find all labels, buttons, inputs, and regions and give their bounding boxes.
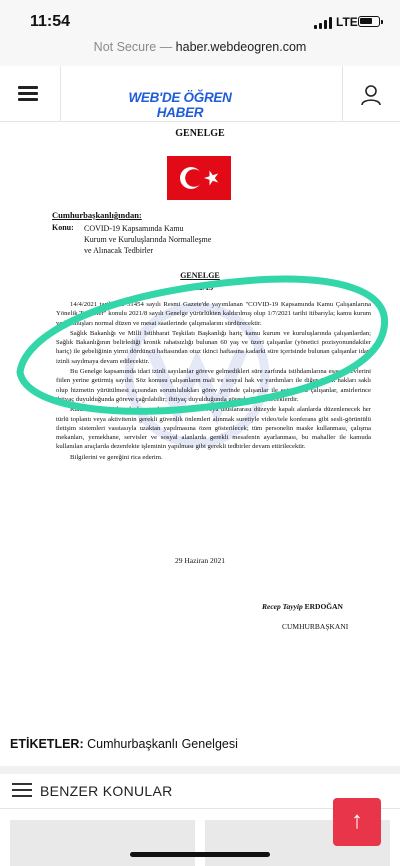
arrow-up-icon: ↑ — [351, 807, 363, 834]
document-body — [56, 300, 371, 463]
body-paragraph: Bilgilerini ve gereğini rica ederim. — [70, 453, 163, 461]
signatory-name — [262, 602, 343, 611]
subject-label: Konu: — [52, 223, 74, 232]
url-separator: — — [159, 40, 173, 54]
subtitle-text: GENELGE — [180, 271, 220, 280]
battery-icon — [358, 16, 380, 27]
related-title: BENZER KONULAR — [40, 783, 173, 799]
issuer-line: Cumhurbaşkanlığından: — [52, 210, 142, 220]
url-text: haber.webdeogren.com — [175, 40, 307, 54]
turkish-flag-icon — [167, 156, 231, 200]
subject-text — [84, 223, 264, 256]
body-paragraph: Sağlık Bakanlığı ve Milli İstihbarat Teşkilatı Başkanlığı hariç kamu kurum ve kuruluşlarında çalışanlardan; Sağlık Bakanlığının belirlediği kronik rahatsızlığı bulunan 60 yaş ve üzeri çalışanlar (yönetici pozisyonundakiler hariç) ile gebeliğinin yirmi dördüncü haftasından otuz ikinci haftasına kadarki süre içerisinde bulunan çalışanlar idari izinli sayılmaya devam edilecektir. — [56, 329, 371, 365]
subject-line: ve Alınacak Tedbirler — [84, 246, 154, 255]
subject-line: COVID-19 Kapsamında Kamu — [84, 224, 184, 233]
document-subtitle — [12, 270, 388, 294]
security-label: Not Secure — [93, 40, 157, 54]
tag-link[interactable]: Cumhurbaşkanlı Genelgesi — [87, 737, 238, 751]
body-paragraph: 14/4/2021 tarihli ve 31454 sayılı Resmi Gazete'de yayımlanan "COVID-19 Kapsamında Kamu Çalışanlarına Yönelik Tedbirler" konulu 2021/8 sayılı Genelge yürürlükten kaldırılmış olup 1/7/2021 tarihi itibarıyla; kamu kurum ve kuruluşları normal düzen ve mesai saatlerinde çalışmalarını sürdürecektir. — [56, 301, 371, 327]
body-paragraph: Kamu kurum ve kuruluşlarınca bu süreçte ulusal veya uluslararası düzeyde kapalı alanlarda düzenlenecek her türlü toplantı veya aktivitenin gerekli güvenlik önlemleri alınmak suretiyle video/tele konferans gibi sesli-görüntülü iletişim sistemleri vasıtasıyla uzaktan yapılmasına özen gösterilecek; tüm personelin maske kullanması, çalışma mekanları, yemekhane, servisler ve sosyal alanlarda gerekli mesafenin ayarlanması, bu mahaller ile kamuda kullanılan araçlarda dezenfekte işleminin yapılması gibi gerekli tedbirler devam ettirilecektir. — [56, 406, 371, 451]
tags-label: ETİKETLER: — [10, 737, 84, 751]
section-separator — [0, 766, 400, 774]
body-paragraph: Bu Genelge kapsamında idari izinli sayılanlar göreve gelmedikleri süre zarfında istihdamlarına esas görevlerini fiilen yerine getirmiş sayılır. Söz konusu çalışanların mali ve sosyal hak ve yardımları ile diğer özlük hakları saklı olup hizmetin yürütülmesi açısından sorumlulukları görev yerinde çalışanlar ile eşittir. Bu çalışanlar, amirlerince ihtiyaç duyulduğunda göreve çağrılabilir; ihtiyaç duyulduğunda görevlerine döneceklerdir. — [56, 368, 371, 403]
document-number: 2021/13 — [186, 283, 214, 292]
user-icon[interactable] — [360, 84, 382, 106]
signatory-title: CUMHURBAŞKANI — [282, 622, 349, 631]
header-divider — [60, 66, 61, 122]
signatory-first: Recep Tayyip — [262, 602, 305, 611]
status-time: 11:54 — [30, 13, 71, 30]
address-bar[interactable] — [0, 40, 400, 66]
related-card[interactable] — [10, 820, 195, 866]
scroll-to-top-button[interactable] — [333, 798, 381, 846]
subject-line: Kurum ve Kuruluşlarında Normalleşme — [84, 235, 212, 244]
signatory-last: ERDOĞAN — [304, 602, 343, 611]
list-icon — [12, 783, 32, 798]
status-bar — [0, 0, 400, 40]
hamburger-menu-icon[interactable] — [18, 86, 38, 101]
signal-icon — [314, 17, 332, 29]
document-title: GENELGE — [175, 128, 225, 139]
site-logo[interactable]: WEB'DE ÖĞREN HABER — [128, 90, 232, 120]
site-header — [0, 66, 400, 122]
header-divider — [342, 66, 343, 122]
network-label: LTE — [336, 15, 358, 29]
home-indicator — [130, 852, 270, 857]
document-image — [12, 122, 388, 736]
document-date: 29 Haziran 2021 — [175, 556, 225, 565]
tags-row — [10, 737, 390, 751]
